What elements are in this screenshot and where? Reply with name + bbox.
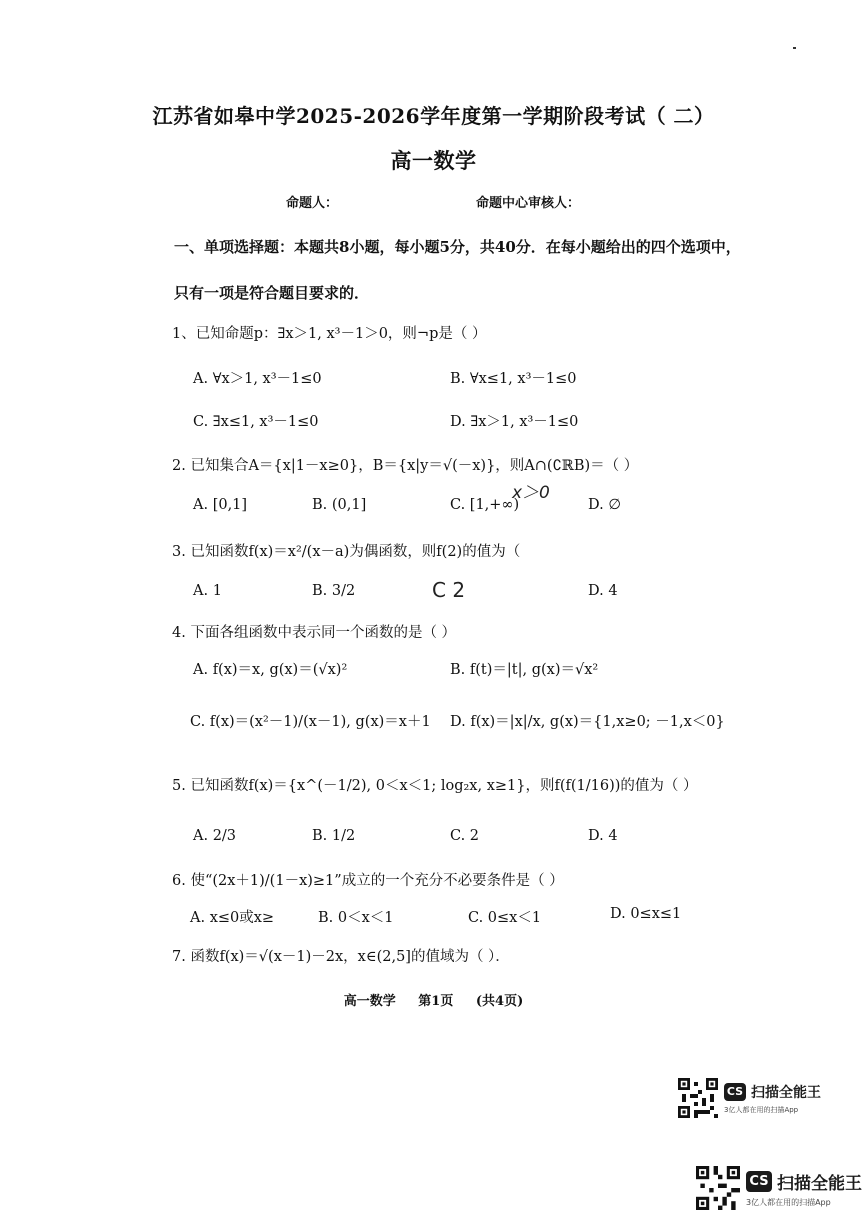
question-5-option-a: A. 2/3 (193, 828, 237, 844)
scanner-app-name: 扫描全能王 (751, 1084, 821, 1101)
question-2-stem: 2. 已知集合A＝{x|1－x≥0}，B＝{x|y＝√(－x)}，则A∩(∁ℝB)＝（ ） (172, 458, 639, 474)
footer-total: (共4页) (475, 994, 524, 1009)
question-4-option-b: B. f(t)＝|t|, g(x)＝√x² (450, 662, 599, 678)
exam-title: 江苏省如皋中学2025-2026学年度第一学期阶段考试（ 二） (152, 104, 715, 128)
scanner-watermark-2 (696, 1166, 862, 1210)
question-1-option-b: B. ∀x≤1, x³－1≤0 (450, 371, 577, 387)
question-3-stem: 3. 已知函数f(x)＝x²/(x－a)为偶函数，则f(2)的值为（ (172, 544, 521, 560)
page-footer (0, 990, 867, 1009)
question-6-option-b: B. 0＜x＜1 (318, 910, 394, 926)
camscanner-logo-icon: CS (724, 1083, 746, 1101)
question-3-option-b: B. 3/2 (312, 583, 356, 599)
camscanner-logo-icon: CS (746, 1171, 772, 1192)
question-6-option-d: D. 0≤x≤1 (610, 906, 682, 922)
handwritten-note-q2: x＞0 (512, 483, 550, 503)
question-3-option-d: D. 4 (588, 583, 618, 599)
question-2-option-d: D. ∅ (588, 497, 621, 513)
question-4-option-c: C. f(x)＝(x²－1)/(x－1), g(x)＝x＋1 (190, 714, 431, 730)
scanner-app-name: 扫描全能王 (777, 1173, 862, 1194)
question-2-option-a: A. [0,1] (193, 497, 248, 513)
question-1-option-a: A. ∀x＞1, x³－1≤0 (193, 371, 322, 387)
subject-title: 高一数学 (390, 148, 477, 173)
question-1-stem: 1、已知命题p：∃x＞1, x³－1＞0，则¬p是（ ） (172, 326, 487, 342)
question-6-option-a: A. x≤0或x≥ (190, 910, 275, 926)
question-2-option-c: C. [1,+∞) (450, 497, 520, 513)
scanner-tagline: 3亿人都在用的扫描App (746, 1197, 831, 1207)
section-intro-line1: 一、单项选择题：本题共8小题，每小题5分，共40分．在每小题给出的四个选项中， (174, 238, 741, 256)
scanner-watermark-1 (678, 1078, 821, 1118)
question-6-option-c: C. 0≤x＜1 (468, 910, 542, 926)
question-5-stem: 5. 已知函数f(x)＝{x^(－1/2), 0＜x＜1; log₂x, x≥1}，则f(f(1/16))的值为（ ） (172, 778, 698, 794)
reviewer-label: 命题中心审核人： (476, 196, 581, 211)
question-5-option-b: B. 1/2 (312, 828, 356, 844)
qr-code-icon (696, 1166, 740, 1210)
question-3-option-a: A. 1 (193, 583, 222, 599)
question-5-option-d: D. 4 (588, 828, 618, 844)
question-4-option-a: A. f(x)＝x, g(x)＝(√x)² (193, 662, 348, 678)
setter-label: 命题人： (286, 196, 339, 211)
footer-subject: 高一数学 (343, 994, 396, 1009)
footer-page: 第1页 (418, 994, 454, 1009)
handwritten-answer-q3: C 2 (432, 578, 466, 602)
question-4-stem: 4. 下面各组函数中表示同一个函数的是（ ） (172, 625, 457, 641)
question-1-option-c: C. ∃x≤1, x³－1≤0 (193, 414, 319, 430)
question-5-option-c: C. 2 (450, 828, 480, 844)
question-6-stem: 6. 使“(2x＋1)/(1－x)≥1”成立的一个充分不必要条件是（ ） (172, 873, 564, 889)
question-4-option-d: D. f(x)＝|x|/x, g(x)＝{1,x≥0; －1,x＜0} (450, 714, 725, 730)
qr-code-icon (678, 1078, 718, 1118)
scanner-tagline: 3亿人都在用的扫描App (724, 1105, 799, 1114)
question-7-stem: 7. 函数f(x)＝√(x－1)－2x，x∈(2,5]的值域为（ ）． (172, 949, 510, 965)
section-intro-line2: 只有一项是符合题目要求的． (174, 284, 370, 302)
question-2-option-b: B. (0,1] (312, 497, 367, 513)
question-1-option-d: D. ∃x＞1, x³－1≤0 (450, 414, 579, 430)
scan-speck (793, 47, 796, 49)
